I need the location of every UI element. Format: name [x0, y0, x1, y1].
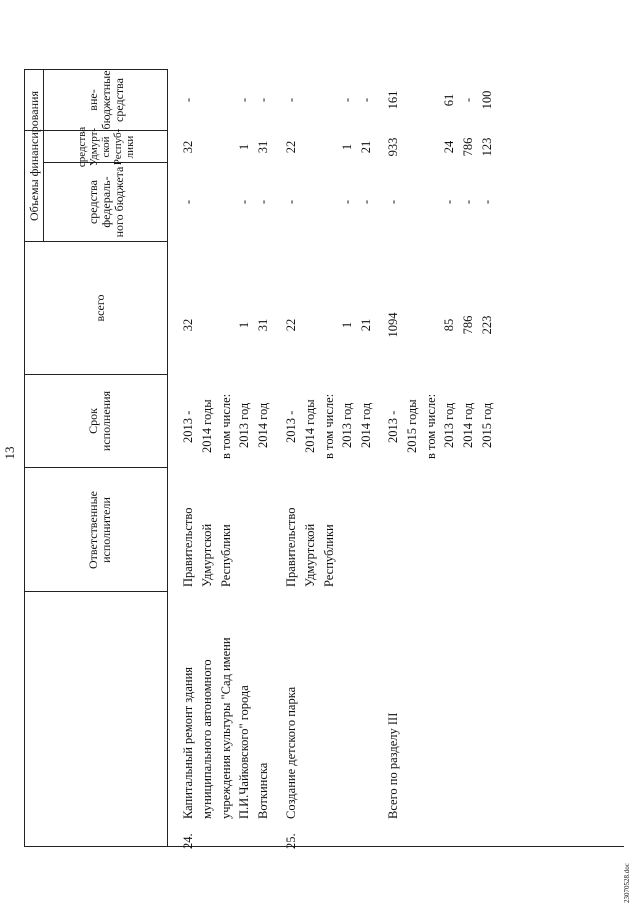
federal-value: -: [284, 199, 298, 205]
total-value: 85: [442, 318, 456, 332]
row-number: 24.: [181, 833, 195, 849]
responsible-line: Республики: [322, 524, 336, 587]
header-term: Срок исполнения: [86, 390, 113, 452]
term-line: 2013 год: [237, 402, 251, 448]
table-left-border: [24, 846, 624, 847]
header-federal: средства федераль- ного бюджета: [85, 166, 126, 238]
offbudget-value: -: [359, 97, 373, 103]
row-name-line: Создание детского парка: [284, 686, 298, 819]
row-name-line: учреждения культуры "Сад имени: [219, 637, 233, 819]
total-value: 1: [340, 321, 354, 329]
funding-group-underline: [43, 70, 44, 242]
offbudget-value: 61: [442, 93, 456, 107]
term-line: 2014 год: [256, 402, 270, 448]
republic-value: 22: [284, 140, 298, 154]
term-line: 2013 -: [181, 410, 195, 443]
header-total: всего: [92, 294, 107, 322]
header-republic: средства Удмурт- ской Респуб- лики: [76, 126, 136, 168]
col-divider-name-responsible: [24, 591, 168, 592]
total-value: 21: [359, 318, 373, 332]
term-line: 2015 год: [480, 402, 494, 448]
offbudget-value: -: [256, 97, 270, 103]
offbudget-value: -: [237, 97, 251, 103]
term-line: 2014 год: [461, 402, 475, 448]
offbudget-value: -: [461, 97, 475, 103]
col-divider-term-total: [24, 374, 168, 375]
row-number: 25.: [284, 833, 298, 849]
total-value: 786: [461, 315, 475, 335]
header-responsible: Ответственные исполнители: [86, 491, 113, 569]
total-value: 1094: [386, 312, 400, 338]
offbudget-value: 100: [480, 90, 494, 110]
federal-value: -: [181, 199, 195, 205]
term-line: 2013 год: [442, 402, 456, 448]
row-name-line: Воткинска: [256, 762, 270, 819]
footer-doc-filename: 23070528.doc: [623, 863, 631, 903]
responsible-line: Удмуртской: [200, 523, 214, 587]
federal-value: -: [237, 199, 251, 205]
responsible-line: Республики: [219, 524, 233, 587]
term-line: 2013 год: [340, 402, 354, 448]
republic-value: 24: [442, 140, 456, 154]
federal-value: -: [480, 199, 494, 205]
header-bottom-border: [167, 70, 168, 847]
total-value: 1: [237, 321, 251, 329]
federal-value: -: [442, 199, 456, 205]
offbudget-value: 161: [386, 90, 400, 110]
responsible-line: Правительство: [181, 507, 195, 587]
row-name-line: Капитальный ремонт здания: [181, 666, 195, 819]
republic-value: 21: [359, 140, 373, 154]
federal-value: -: [340, 199, 354, 205]
total-value: 223: [480, 315, 494, 335]
republic-value: 32: [181, 140, 195, 154]
page-number: 13: [2, 446, 17, 460]
term-line: 2014 годы: [200, 399, 214, 453]
term-line: в том числе:: [322, 393, 336, 459]
republic-value: 1: [237, 143, 251, 151]
term-line: 2014 год: [359, 402, 373, 448]
republic-value: 1: [340, 143, 354, 151]
col-divider-total-federal: [24, 241, 168, 242]
term-line: 2015 годы: [405, 399, 419, 453]
col-divider-responsible-term: [24, 467, 168, 468]
term-line: 2014 годы: [303, 399, 317, 453]
table-top-border: [24, 70, 25, 847]
term-line: 2013 -: [386, 410, 400, 443]
term-line: в том числе:: [219, 393, 233, 459]
total-value: 22: [284, 318, 298, 332]
offbudget-value: -: [284, 97, 298, 103]
term-line: в том числе:: [424, 393, 438, 459]
republic-value: 786: [461, 137, 475, 157]
offbudget-value: -: [181, 97, 195, 103]
total-value: 32: [181, 318, 195, 332]
header-funding-group: Объемы финансирования: [26, 91, 41, 221]
responsible-line: Удмуртской: [303, 523, 317, 587]
section-total-label: Всего по разделу III: [386, 712, 400, 819]
total-value: 31: [256, 318, 270, 332]
offbudget-value: -: [340, 97, 354, 103]
federal-value: -: [461, 199, 475, 205]
row-name-line: муниципального автономного: [200, 659, 214, 819]
header-offbudget: вне- бюджетные средства: [85, 70, 126, 130]
row-name-line: П.И.Чайковского" города: [237, 685, 251, 819]
republic-value: 123: [480, 137, 494, 157]
republic-value: 933: [386, 137, 400, 157]
responsible-line: Правительство: [284, 507, 298, 587]
term-line: 2013 -: [284, 410, 298, 443]
federal-value: -: [386, 199, 400, 205]
federal-value: -: [359, 199, 373, 205]
republic-value: 31: [256, 140, 270, 154]
federal-value: -: [256, 199, 270, 205]
